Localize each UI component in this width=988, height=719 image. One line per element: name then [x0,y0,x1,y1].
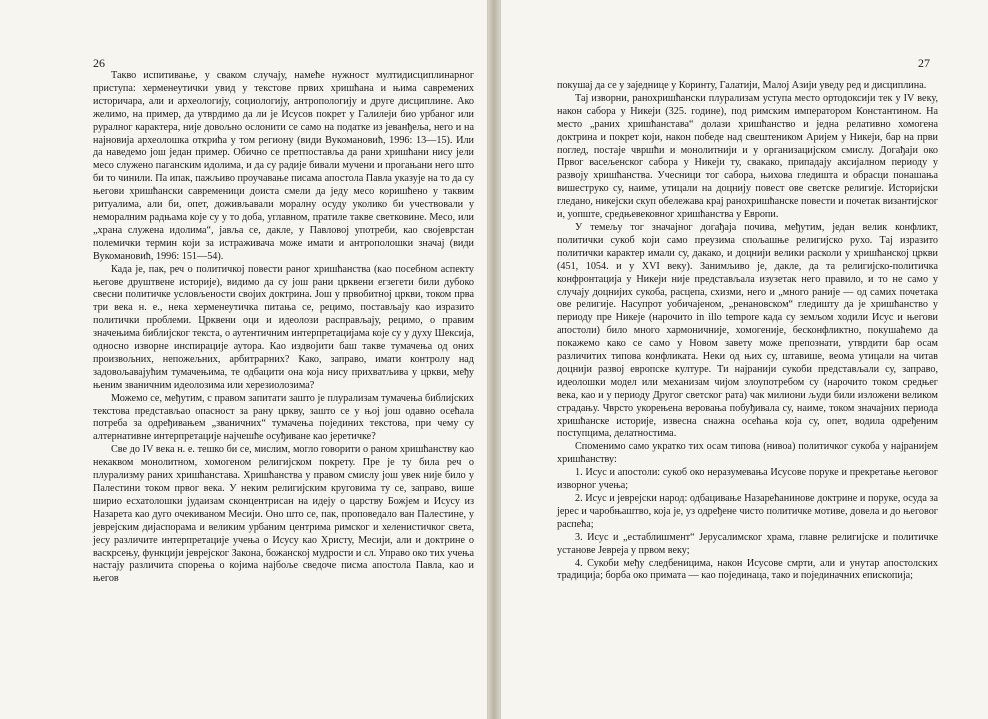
right-page [500,0,988,719]
list-item: 4. Сукоби међу следбеницима, након Исусове смрти, али и унутар апостолских традиција; борба око примата — као појединаца, тако и појединачних епископија; [557,557,938,582]
list-item: 3. Исус и „естаблишмент“ Јерусалимског храма, главне религијске и политичке установе Јевреја у првом веку; [557,531,938,556]
page-number-right: 27 [918,56,930,70]
left-page-text [93,70,474,586]
book-gutter [488,0,500,719]
paragraph: Такво испитивање, у сваком случају, намеће нужност мултидисциплинарног приступа: херменеутички увид у текстове првих хришћана и њима савремених историчара, али и археологију, социологију, антропологију и друге дисциплине. Ако желимо, на пример, да утврдимо да ли је Исусов покрет у Галилеји био урбаног или руралног карактера, није довољно ослонити се само на податке из јеванђеља, него и на најновија археолошка открића у том региону (види Вукомановић, 1996: 13—15). Или да наведемо још један пример. Обично се претпоставља да рани хришћани нису јели месо служено паганским идолима, и да су радије бивали мучени и прогањани него што би то чинили. Па ипак, пажљиво проучавање писама апостола Павла указује на то да су његови хришћански савременици доиста смели да једу месо коришћено у таквим ритуалима, али би, опет, доживљавали моралну осуду уколико би учествовали у неморалним радњама које су у то доба, углавном, пратиле такве светковине. Месо, или „храна служена идолима“, јавља се, дакле, у Павловој употреби, као својеврстан полемички термин који за истраживача може имати и антрополошки значај (види Вукомановић, 1996: 151—54). [93,70,474,262]
paragraph: покушај да се у заједнице у Коринту, Галатији, Малој Азији уведу ред и дисциплина. [557,80,927,91]
paragraph: Споменимо само укратко тих осам типова (нивоа) политичког сукоба у најранијем хришћанству: [557,441,938,466]
conflict-list [557,467,938,583]
paragraph: Можемо се, међутим, с правом запитати зашто је плурализам тумачења библијских текстова представљао опасност за рану цркву, зашто се у њој још одавно осећала потреба за одређивањем „званичних“ тумачења појединих текстова, при чему су алтернативне интерпретације најчешће осуђиване као јеретичке? [93,392,474,443]
list-item: 2. Исус и јеврејски народ: одбацивање Назарећанинове доктрине и поруке, осуда за јерес и чаробњаштво, која је, уз одређене чисто политичке мотиве, довела и до његовог распећа; [557,493,938,530]
paragraph: Када је, пак, реч о политичкој повести раног хришћанства (као посебном аспекту његове друштвене историје), видимо да су још рани црквени егзегети били дубоко свесни политичке условљености својих доктрина. Још у првобитној цркви, током прва три века н. е., нека херменеутичка питања се, рецимо, постављају као изразито политички проблеми. Црквени оци и идеолози расправљају, рецимо, о правим значењима библијског текста, о аутентичним интерпретацијама које су у духу Шексија, односно изворне инспирације аутора. Као издвојити баш такве тумачења од оних произвољних, непожељних, арбитрарних? Како, заправо, имати контролу над задовољавајућим тумачењима, те одбацити она која нису прихватљива у цркви, међу њеним званичним идеолозима или херезиолозима? [93,263,474,391]
paragraph: Тај изворни, ранохришћански плурализам уступа место ортодоксији тек у IV веку, након сабора у Никеји (325. године), под римским императором Константином. На место „раних хришћанстава“ долази хришћанство и једна релативно хомогена доктрина и покрет који, након победе над свештеником Аријем у Никеји, бар на први поглед, постаје чвршћи и монолитнији и у организацијском смислу. Догађаји око Првог васељенског сабора у Никеји ту, свакако, припадају аксијалном периоду у развоју хришћанства. Учесници тог сабора, њихова гледишта и обрасци понашања вишеструко су, наиме, утицали на доцнију повест ове светске религије. Историјски гледано, никејски скуп обележава крај ранохришћанске повести и почетак византијског и, уопште, средњевековног хришћанства у Европи. [557,92,938,221]
paragraph: Све до IV века н. е. тешко би се, мислим, могло говорити о раном хришћанству као некаквом монолитном, хомогеном религијском покрету. Пре је ту била реч о плурализму раних хришћанстава. Хришћанства у правом смислу још увек није било у Палестини током првог века. У неким религијским круговима ту се, заправо, више ширио есхатолошки јудаизам сконцентрисан на идеју о царству Божјем и Исусу из Назарета као дуго очекиваном Месији. Оно што се, пак, проповедало ван Палестине, у јеврејским дијаспорама и великим урбаним центрима римског и хеленистичког света, јесу различите интерпретације учења о Исусу као Христу, Месији, али и доктрине о васкрсењу, функцији јеврејског Закона, божанској мудрости и сл. Управо око тих учења настају различита спорења о којима најбоље сведоче писма апостола Павла, као и његов [93,444,474,585]
right-page-text [557,80,938,583]
list-item: 1. Исус и апостоли: сукоб око неразумевања Исусове поруке и прекретање његовог изворног учења; [557,467,938,492]
left-page [0,0,488,719]
page-number-left: 26 [93,56,105,70]
paragraph: У темељу тог значајног догађаја почива, међутим, један велик конфликт, политички сукоб који само преузима спољашње религијско рухо. Тај изразито политички карактер имали су, дакако, и доцнији велики расколи у хришћанској цркви (451, 1054. и у XVI веку). Занимљиво је, дакле, да та религијско-политичка конфронтација у Никеји није представљала изузетак него правило, и то не само у случају доцнијих сукоба, расцепа, схизми, него и „много раније — од самих почетака ове религије. Насупрот уобичајеном, „ренановском“ гледишту да је хришћанство у периоду пре Никеје (нарочито in illo tempore када су земљом ходили Исус и његови апостоли) било много хармоничније, хомогеније, бесконфликтно, покушаћемо да покажемо како се само у Новом завету може препознати, утврдити бар осам различитих типова конфликата. Неки од њих су, штавише, веома утицали на читав доцнији развој европске културе. Ти најранији сукоби представљали су, заправо, идеолошки модел или механизам чијом злоупотребом су (нарочито током средњег века, као и у периоду Другог светског рата) чак милиони људи били изложени великом страдању. Чврсто укорењена веровања побуђивала су, наиме, током значајних периода хришћанске историје, извесна снажна осећања која су, опет, водила одређеним поступцима, делатностима. [557,221,938,440]
